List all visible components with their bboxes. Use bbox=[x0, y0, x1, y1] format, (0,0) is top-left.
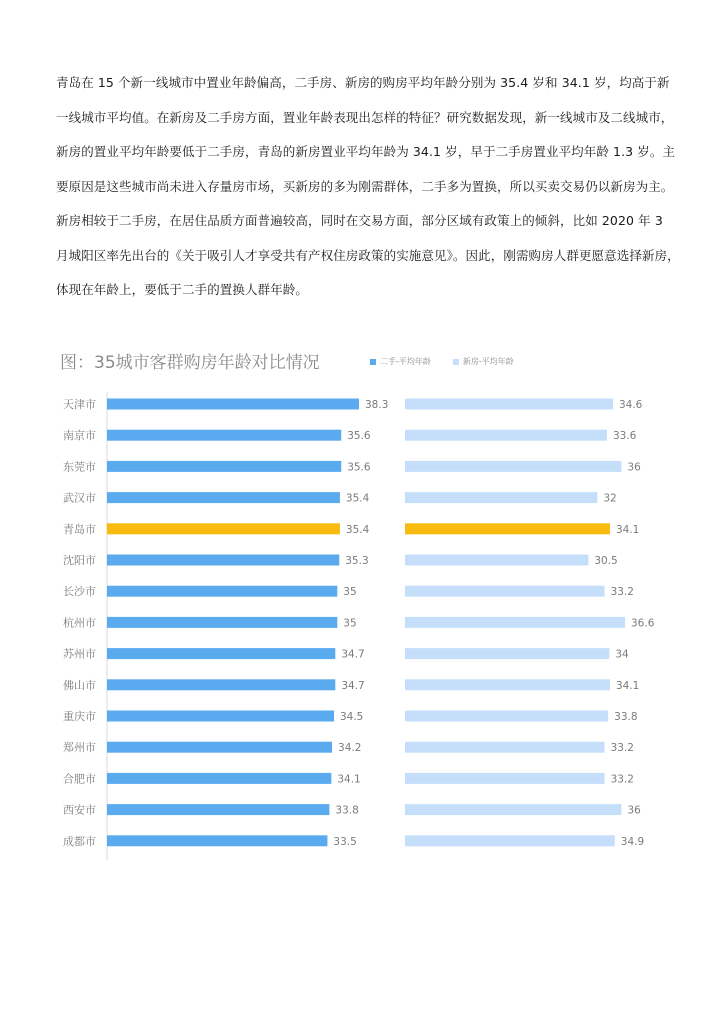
bar-second-hand bbox=[107, 679, 335, 690]
data-label-new-house: 32 bbox=[603, 492, 617, 505]
category-label: 佛山市 bbox=[63, 678, 96, 692]
bar-second-hand bbox=[107, 430, 341, 441]
category-label: 东莞市 bbox=[63, 460, 96, 474]
bar-second-hand bbox=[107, 399, 359, 410]
data-label-second-hand: 35.4 bbox=[345, 523, 370, 536]
data-label-new-house: 30.5 bbox=[594, 555, 618, 567]
category-label: 杭州市 bbox=[63, 616, 96, 630]
paragraph-line: 月城阳区率先出台的《关于吸引人才享受共有产权住房政策的实施意见》。因此，刚需购房人群更愿意选择新房， bbox=[56, 247, 680, 263]
category-label: 长沙市 bbox=[63, 585, 96, 599]
paragraph-line: 一线城市平均值。在新房及二手房方面，置业年龄表现出怎样的特征？研究数据发现，新一线城市及二线城市， bbox=[56, 109, 674, 125]
bar-second-hand bbox=[107, 742, 332, 753]
data-label-second-hand: 35.3 bbox=[345, 555, 369, 567]
bar-new-house bbox=[405, 492, 597, 503]
data-label-new-house: 34.1 bbox=[615, 679, 640, 692]
data-label-new-house: 34.9 bbox=[620, 835, 645, 848]
bar-second-hand bbox=[107, 492, 340, 503]
data-label-new-house: 33.6 bbox=[612, 430, 637, 443]
data-label-second-hand: 35.6 bbox=[347, 430, 371, 443]
data-label-new-house: 36 bbox=[627, 804, 641, 817]
data-label-new-house: 33.8 bbox=[614, 711, 638, 723]
paragraph-line: 新房相较于二手房，在居住品质方面普遍较高，同时在交易方面，部分区域有政策上的倾斜，比如 2020 年 3 bbox=[56, 213, 663, 228]
bar-new-house bbox=[405, 617, 625, 628]
legend-label-second-hand: 二手-平均年龄 bbox=[380, 357, 431, 366]
bar-second-hand bbox=[107, 648, 335, 659]
chart-title: 图：35城市客群购房年龄对比情况 bbox=[60, 353, 320, 373]
chart-plot bbox=[0, 340, 724, 860]
bar-second-hand bbox=[107, 586, 337, 597]
data-label-new-house: 36 bbox=[627, 461, 641, 474]
data-label-second-hand: 34.1 bbox=[337, 773, 361, 786]
bar-second-hand bbox=[107, 523, 340, 534]
bar-new-house bbox=[405, 835, 615, 846]
data-label-second-hand: 35.4 bbox=[345, 492, 370, 505]
bar-new-house bbox=[405, 555, 588, 566]
bar-new-house bbox=[405, 773, 605, 784]
bar-second-hand bbox=[107, 835, 327, 846]
category-label: 重庆市 bbox=[63, 710, 96, 723]
data-label-new-house: 33.2 bbox=[610, 773, 634, 786]
data-label-second-hand: 35 bbox=[343, 586, 357, 599]
bar-second-hand bbox=[107, 773, 331, 784]
paragraph-line: 青岛在 15 个新一线城市中置业年龄偏高，二手房、新房的购房平均年龄分别为 35.4 岁和 34.1 岁，均高于新 bbox=[56, 75, 670, 90]
bar-new-house bbox=[405, 742, 605, 753]
bar-new-house bbox=[405, 586, 605, 597]
bar-new-house bbox=[405, 430, 607, 441]
paragraph-line: 新房的置业平均年龄要低于二手房，青岛的新房置业平均年龄为 34.1 岁，早于二手房置业平均年龄 1.3 岁。主 bbox=[56, 144, 676, 159]
bar-new-house bbox=[405, 804, 621, 815]
bar-new-house bbox=[405, 711, 608, 722]
data-label-new-house: 36.6 bbox=[631, 617, 655, 630]
category-label: 合肥市 bbox=[63, 772, 96, 786]
category-label: 郑州市 bbox=[63, 741, 96, 755]
bar-second-hand bbox=[107, 555, 339, 566]
legend-label-new-house: 新房-平均年龄 bbox=[462, 357, 514, 366]
category-label: 天津市 bbox=[63, 398, 96, 411]
body-paragraph bbox=[56, 66, 680, 308]
data-label-second-hand: 34.5 bbox=[339, 711, 364, 723]
category-label: 苏州市 bbox=[63, 647, 96, 661]
data-label-second-hand: 34.7 bbox=[341, 679, 365, 692]
bar-second-hand bbox=[107, 804, 329, 815]
data-label-second-hand: 34.7 bbox=[341, 648, 365, 661]
category-label: 成都市 bbox=[63, 834, 96, 848]
data-label-new-house: 34.1 bbox=[615, 523, 640, 536]
data-label-second-hand: 34.2 bbox=[338, 742, 362, 755]
bar-new-house bbox=[405, 679, 610, 690]
data-label-second-hand: 38.3 bbox=[365, 399, 389, 411]
bar-second-hand bbox=[107, 617, 337, 628]
bar-new-house bbox=[405, 523, 610, 534]
category-label: 武汉市 bbox=[63, 491, 96, 505]
bar-new-house bbox=[405, 399, 613, 410]
category-label: 西安市 bbox=[63, 803, 96, 817]
bar-new-house bbox=[405, 461, 621, 472]
data-label-second-hand: 35 bbox=[343, 617, 357, 630]
data-label-new-house: 33.2 bbox=[610, 742, 634, 755]
bar-second-hand bbox=[107, 461, 341, 472]
category-label: 青岛市 bbox=[63, 522, 96, 536]
data-label-new-house: 34.6 bbox=[618, 399, 643, 411]
bar-new-house bbox=[405, 648, 609, 659]
paragraph-line: 体现在年龄上，要低于二手的置换人群年龄。 bbox=[56, 282, 309, 297]
data-label-second-hand: 35.6 bbox=[347, 461, 371, 474]
bar-second-hand bbox=[107, 711, 334, 722]
data-label-second-hand: 33.8 bbox=[335, 804, 359, 817]
paragraph-line: 要原因是这些城市尚未进入存量房市场，买新房的多为刚需群体，二手多为置换，所以买卖交易仍以新房为主。 bbox=[56, 178, 674, 194]
data-label-second-hand: 33.5 bbox=[333, 835, 357, 848]
category-label: 沈阳市 bbox=[63, 554, 96, 567]
age-comparison-chart bbox=[0, 340, 724, 860]
data-label-new-house: 33.2 bbox=[610, 586, 634, 599]
data-label-new-house: 34 bbox=[615, 648, 629, 661]
category-label: 南京市 bbox=[63, 429, 96, 443]
